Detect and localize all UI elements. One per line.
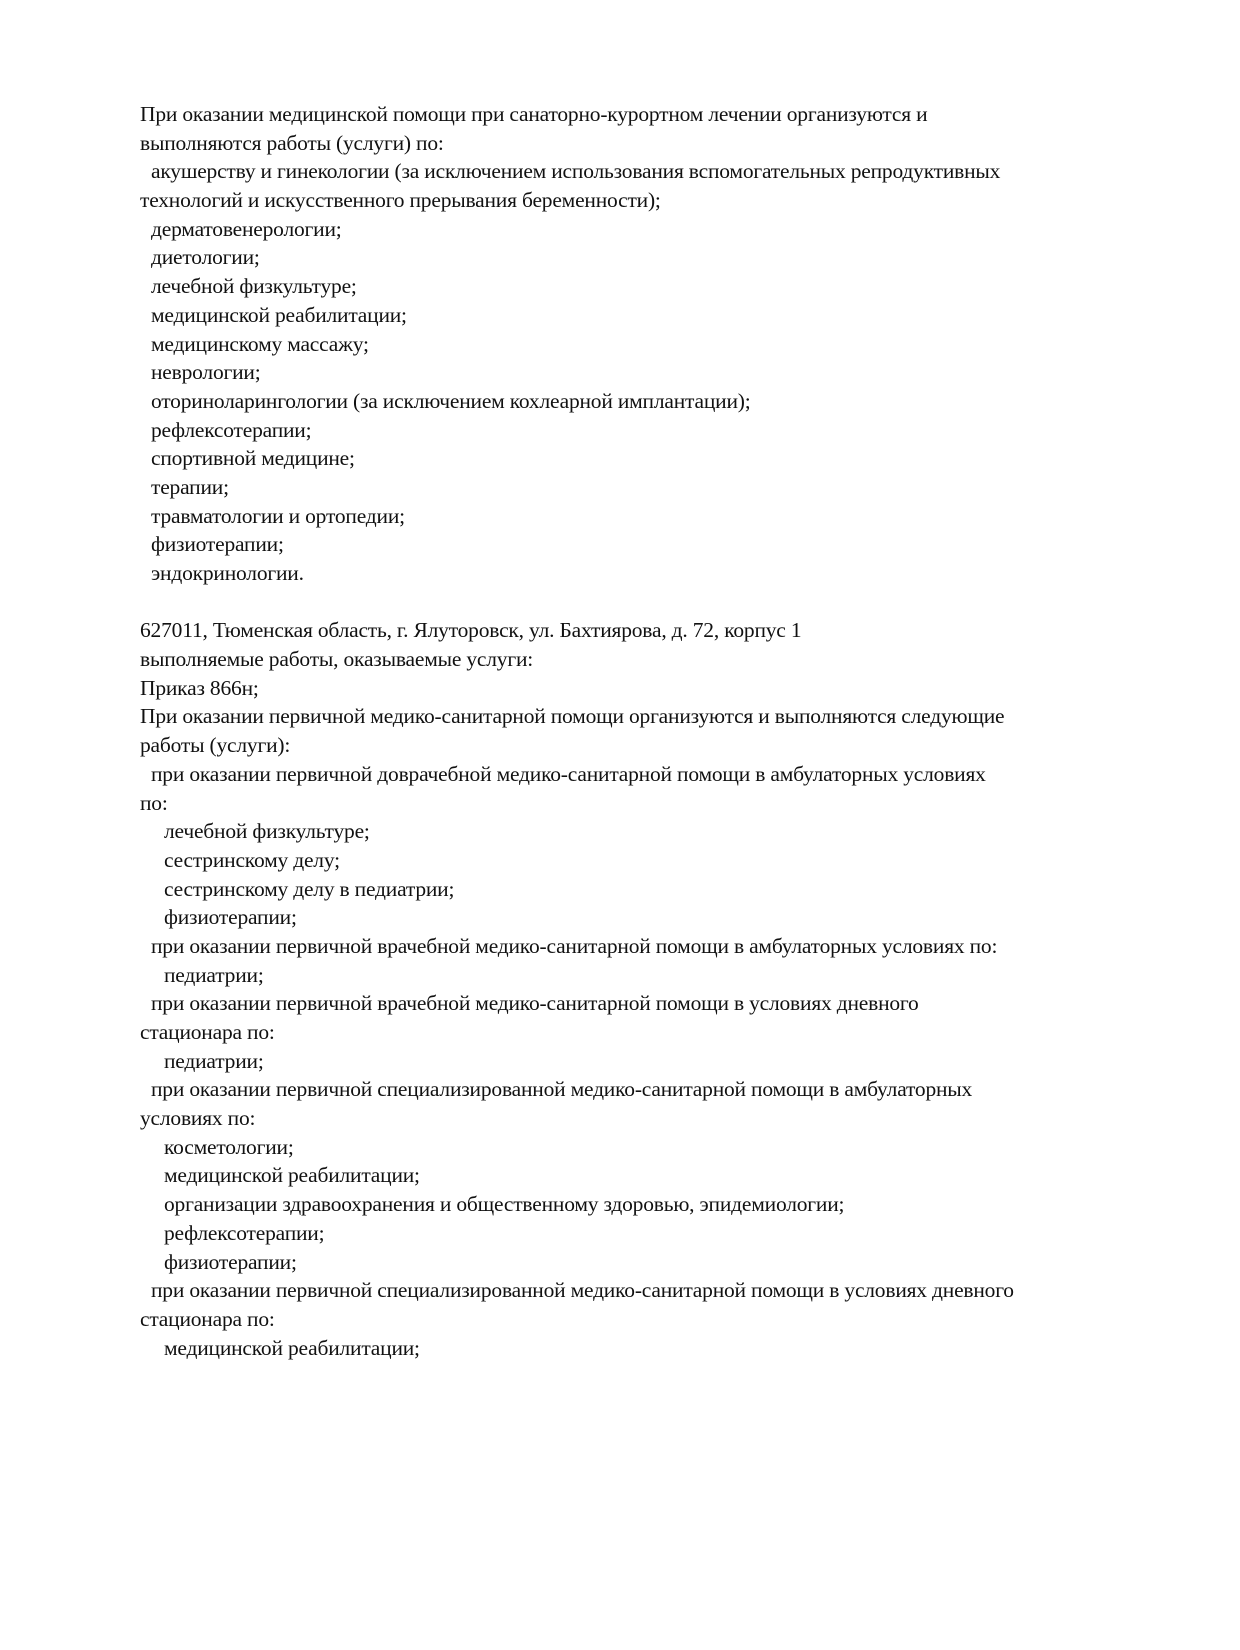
group-heading: при оказании первичной врачебной медико-санитарной помощи в условиях дневного: [151, 991, 919, 1016]
list-item: медицинской реабилитации;: [164, 1335, 420, 1360]
list-item: лечебной физкультуре;: [151, 274, 357, 299]
order-reference: Приказ 866н;: [140, 675, 259, 700]
list-item: физиотерапии;: [164, 1249, 297, 1274]
list-item-cont: технологий и искусственного прерывания беременности);: [140, 188, 661, 213]
list-item: сестринскому делу;: [164, 847, 340, 872]
group-heading-cont: по:: [140, 790, 168, 815]
section2-intro: При оказании первичной медико-санитарной помощи организуются и выполняются следующие: [140, 704, 1005, 729]
section1-intro: При оказании медицинской помощи при санаторно-курортном лечении организуются и: [140, 102, 928, 126]
list-item: акушерству и гинекологии (за исключением использования вспомогательных репродуктивных: [151, 159, 1001, 184]
list-item: дерматовенерологии;: [151, 216, 342, 241]
section1-intro-cont: выполняются работы (услуги) по:: [140, 130, 444, 155]
list-item: физиотерапии;: [151, 532, 284, 557]
group-heading: при оказании первичной врачебной медико-санитарной помощи в амбулаторных условиях по:: [151, 933, 998, 958]
list-item: лечебной физкультуре;: [164, 819, 370, 844]
list-item: организации здравоохранения и общественному здоровью, эпидемиологии;: [164, 1192, 845, 1217]
list-item: оториноларингологии (за исключением кохлеарной имплантации);: [151, 388, 751, 413]
group-heading-cont: стационара по:: [140, 1306, 275, 1331]
list-item: рефлексотерапии;: [164, 1220, 325, 1245]
group-heading: при оказании первичной доврачебной медико-санитарной помощи в амбулаторных условиях: [151, 761, 986, 786]
group-heading-cont: условиях по:: [140, 1106, 256, 1131]
list-item: рефлексотерапии;: [151, 417, 312, 442]
list-item: диетологии;: [151, 245, 260, 270]
list-item: медицинской реабилитации;: [151, 302, 407, 327]
list-item: эндокринологии.: [151, 561, 304, 585]
address: 627011, Тюменская область, г. Ялуторовск, ул. Бахтиярова, д. 72, корпус 1: [140, 618, 802, 643]
document-page: [140, 100, 1130, 1362]
list-item: неврологии;: [151, 360, 261, 385]
group-heading: при оказании первичной специализированной медико-санитарной помощи в амбулаторных: [151, 1077, 973, 1102]
list-item: спортивной медицине;: [151, 446, 355, 471]
list-item: педиатрии;: [164, 962, 264, 987]
group-heading: при оказании первичной специализированной медико-санитарной помощи в условиях дневного: [151, 1278, 1014, 1303]
list-item: косметологии;: [164, 1134, 294, 1159]
group-heading-cont: стационара по:: [140, 1020, 275, 1044]
section2-intro-cont: работы (услуги):: [140, 733, 291, 758]
list-item: сестринскому делу в педиатрии;: [164, 876, 455, 901]
list-item: педиатрии;: [164, 1048, 264, 1073]
works-label: выполняемые работы, оказываемые услуги:: [140, 647, 534, 672]
list-item: физиотерапии;: [164, 905, 297, 930]
list-item: медицинскому массажу;: [151, 331, 369, 356]
list-item: травматологии и ортопедии;: [151, 503, 405, 528]
list-item: терапии;: [151, 474, 229, 499]
list-item: медицинской реабилитации;: [164, 1163, 420, 1188]
spacer: [140, 588, 1130, 617]
